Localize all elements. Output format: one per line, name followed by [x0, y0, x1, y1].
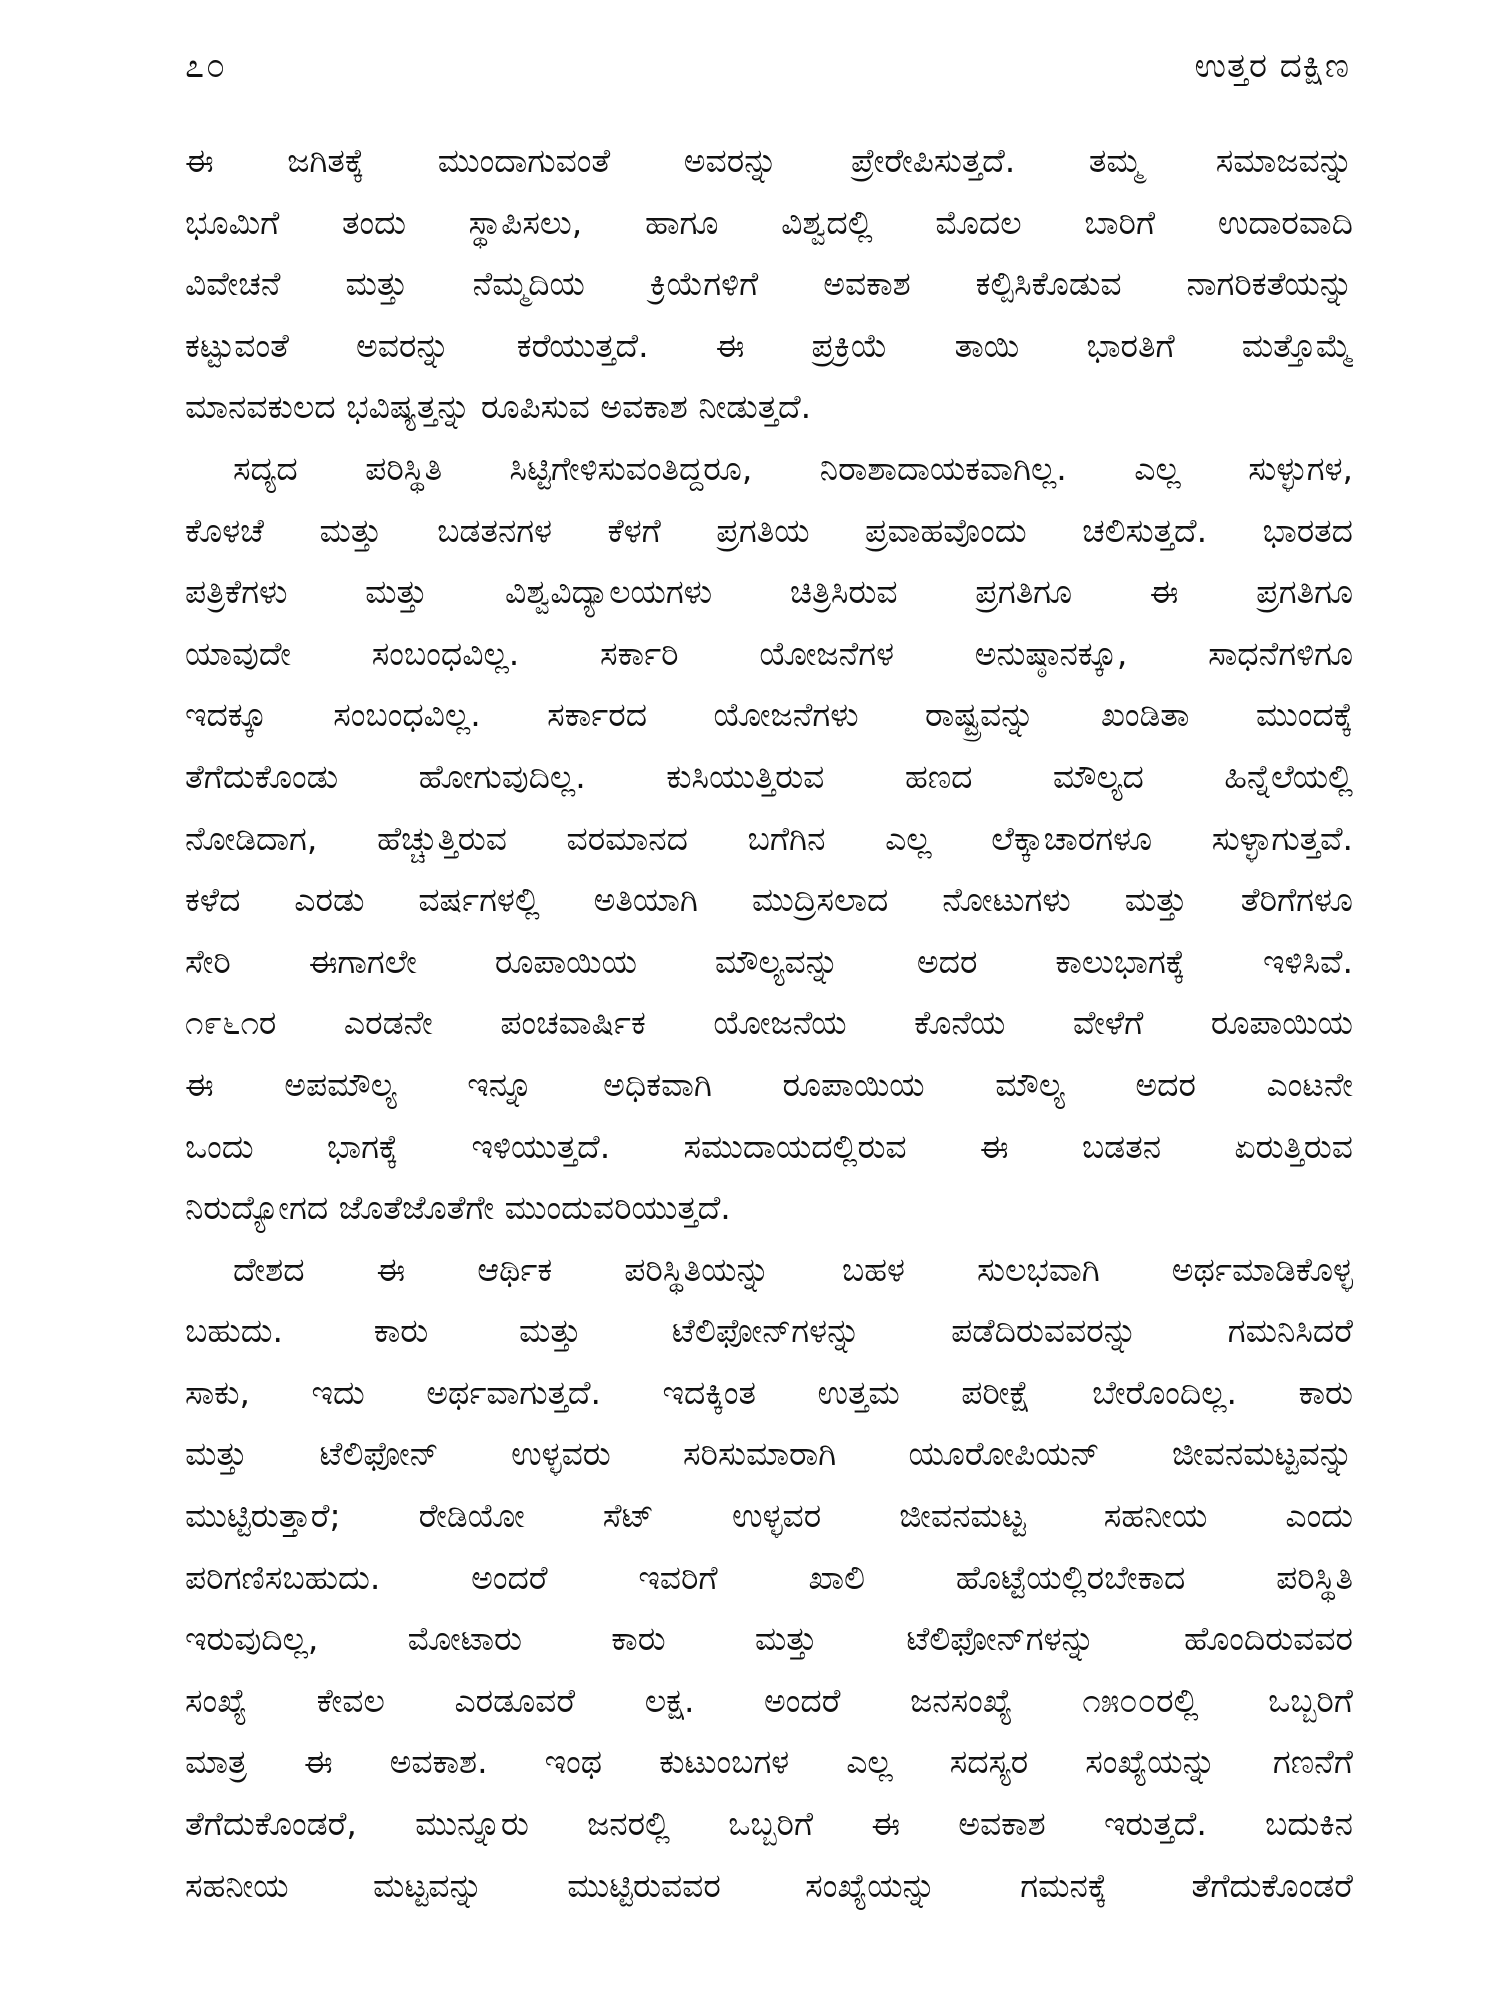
text-line: ಮಾನವಕುಲದ ಭವಿಷ್ಯತ್ತನ್ನು ರೂಪಿಸುವ ಅವಕಾಶ ನೀಡುತ್ತದೆ. — [185, 387, 812, 427]
paragraph-3 — [185, 1239, 1353, 1917]
text-line: ದೇಶದ ಈ ಆರ್ಥಿಕ ಪರಿಸ್ಥಿತಿಯನ್ನು ಬಹಳ ಸುಲಭವಾಗಿ ಅರ್ಥಮಾಡಿಕೊಳ್ಳ — [233, 1249, 1353, 1289]
page-number: ೭೦ — [185, 46, 228, 86]
text-line: ವಿವೇಚನೆ ಮತ್ತು ನೆಮ್ಮದಿಯ ಕ್ರಿಯೆಗಳಿಗೆ ಅವಕಾಶ ಕಲ್ಪಿಸಿಕೊಡುವ ನಾಗರಿಕತೆಯನ್ನು — [185, 264, 1353, 304]
text-line: ಈ ಅಪಮೌಲ್ಯ ಇನ್ನೂ ಅಧಿಕವಾಗಿ ರೂಪಾಯಿಯ ಮೌಲ್ಯ ಅದರ ಎಂಟನೇ — [185, 1064, 1353, 1104]
text-line: ಪರಿಗಣಿಸಬಹುದು. ಅಂದರೆ ಇವರಿಗೆ ಖಾಲಿ ಹೊಟ್ಟೆಯಲ್ಲಿರಬೇಕಾದ ಪರಿಸ್ಥಿತಿ — [185, 1557, 1353, 1597]
text-line: ಪತ್ರಿಕೆಗಳು ಮತ್ತು ವಿಶ್ವವಿದ್ಯಾಲಯಗಳು ಚಿತ್ರಿಸಿರುವ ಪ್ರಗತಿಗೂ ಈ ಪ್ರಗತಿಗೂ — [185, 572, 1353, 612]
running-title: ಉತ್ತರ ದಕ್ಷಿಣ — [1194, 46, 1350, 86]
text-line: ತೆಗೆದುಕೊಂಡರೆ, ಮುನ್ನೂರು ಜನರಲ್ಲಿ ಒಬ್ಬರಿಗೆ ಈ ಅವಕಾಶ ಇರುತ್ತದೆ. ಬದುಕಿನ — [185, 1804, 1353, 1844]
text-line: ಇದಕ್ಕೂ ಸಂಬಂಧವಿಲ್ಲ. ಸರ್ಕಾರದ ಯೋಜನೆಗಳು ರಾಷ್ಟ್ರವನ್ನು ಖಂಡಿತಾ ಮುಂದಕ್ಕೆ — [185, 695, 1353, 735]
text-line: ಮಾತ್ರ ಈ ಅವಕಾಶ. ಇಂಥ ಕುಟುಂಬಗಳ ಎಲ್ಲ ಸದಸ್ಯರ ಸಂಖ್ಯೆಯನ್ನು ಗಣನೆಗೆ — [185, 1742, 1353, 1782]
text-line: ತೆಗೆದುಕೊಂಡು ಹೋಗುವುದಿಲ್ಲ. ಕುಸಿಯುತ್ತಿರುವ ಹಣದ ಮೌಲ್ಯದ ಹಿನ್ನೆಲೆಯಲ್ಲಿ — [185, 756, 1353, 796]
text-line: ನೋಡಿದಾಗ, ಹೆಚ್ಚುತ್ತಿರುವ ವರಮಾನದ ಬಗೆಗಿನ ಎಲ್ಲ ಲೆಕ್ಕಾಚಾರಗಳೂ ಸುಳ್ಳಾಗುತ್ತವೆ. — [185, 818, 1353, 858]
text-line: ಭೂಮಿಗೆ ತಂದು ಸ್ಥಾಪಿಸಲು, ಹಾಗೂ ವಿಶ್ವದಲ್ಲಿ ಮೊದಲ ಬಾರಿಗೆ ಉದಾರವಾದಿ — [185, 202, 1353, 242]
page-header — [185, 36, 1350, 96]
paragraph-1 — [185, 130, 1353, 438]
text-line: ಸಾಕು, ಇದು ಅರ್ಥವಾಗುತ್ತದೆ. ಇದಕ್ಕಿಂತ ಉತ್ತಮ ಪರೀಕ್ಷೆ ಬೇರೊಂದಿಲ್ಲ. ಕಾರು — [185, 1372, 1353, 1412]
body-text — [185, 130, 1353, 1916]
paragraph-2 — [185, 438, 1353, 1239]
text-line: ಮುಟ್ಟಿರುತ್ತಾರೆ; ರೇಡಿಯೋ ಸೆಟ್ ಉಳ್ಳವರ ಜೀವನಮಟ್ಟ ಸಹನೀಯ ಎಂದು — [185, 1496, 1353, 1536]
text-line: ಸದ್ಯದ ಪರಿಸ್ಥಿತಿ ಸಿಟ್ಟಿಗೇಳಿಸುವಂತಿದ್ದರೂ, ನಿರಾಶಾದಾಯಕವಾಗಿಲ್ಲ. ಎಲ್ಲ ಸುಳ್ಳುಗಳ, — [233, 448, 1353, 488]
text-line: ಸೇರಿ ಈಗಾಗಲೇ ರೂಪಾಯಿಯ ಮೌಲ್ಯವನ್ನು ಅದರ ಕಾಲುಭಾಗಕ್ಕೆ ಇಳಿಸಿವೆ. — [185, 941, 1353, 981]
text-line: ಕೊಳಚೆ ಮತ್ತು ಬಡತನಗಳ ಕೆಳಗೆ ಪ್ರಗತಿಯ ಪ್ರವಾಹವೊಂದು ಚಲಿಸುತ್ತದೆ. ಭಾರತದ — [185, 510, 1353, 550]
text-line: ಕಟ್ಟುವಂತೆ ಅವರನ್ನು ಕರೆಯುತ್ತದೆ. ಈ ಪ್ರಕ್ರಿಯೆ ತಾಯಿ ಭಾರತಿಗೆ ಮತ್ತೊಮ್ಮೆ — [185, 325, 1353, 365]
text-line: ಇರುವುದಿಲ್ಲ, ಮೋಟಾರು ಕಾರು ಮತ್ತು ಟೆಲಿಫೋನ್‌ಗಳನ್ನು ಹೊಂದಿರುವವರ — [185, 1619, 1353, 1659]
text-line: ಒಂದು ಭಾಗಕ್ಕೆ ಇಳಿಯುತ್ತದೆ. ಸಮುದಾಯದಲ್ಲಿರುವ ಈ ಬಡತನ ಏರುತ್ತಿರುವ — [185, 1126, 1353, 1166]
text-line: ಬಹುದು. ಕಾರು ಮತ್ತು ಟೆಲಿಫೋನ್‌ಗಳನ್ನು ಪಡೆದಿರುವವರನ್ನು ಗಮನಿಸಿದರೆ — [185, 1311, 1353, 1351]
text-line: ಕಳೆದ ಎರಡು ವರ್ಷಗಳಲ್ಲಿ ಅತಿಯಾಗಿ ಮುದ್ರಿಸಲಾದ ನೋಟುಗಳು ಮತ್ತು ತೆರಿಗೆಗಳೂ — [185, 880, 1353, 920]
text-line: ೧೯೬೧ರ ಎರಡನೇ ಪಂಚವಾರ್ಷಿಕ ಯೋಜನೆಯ ಕೊನೆಯ ವೇಳೆಗೆ ರೂಪಾಯಿಯ — [185, 1003, 1353, 1043]
text-line: ಸಂಖ್ಯೆ ಕೇವಲ ಎರಡೂವರೆ ಲಕ್ಷ. ಅಂದರೆ ಜನಸಂಖ್ಯೆ ೧೫೦೦ರಲ್ಲಿ ಒಬ್ಬರಿಗೆ — [185, 1680, 1353, 1720]
text-line: ಯಾವುದೇ ಸಂಬಂಧವಿಲ್ಲ. ಸರ್ಕಾರಿ ಯೋಜನೆಗಳ ಅನುಷ್ಠಾನಕ್ಕೂ, ಸಾಧನೆಗಳಿಗೂ — [185, 633, 1353, 673]
text-line: ಈ ಜಗಿತಕ್ಕೆ ಮುಂದಾಗುವಂತೆ ಅವರನ್ನು ಪ್ರೇರೇಪಿಸುತ್ತದೆ. ತಮ್ಮ ಸಮಾಜವನ್ನು — [185, 141, 1353, 180]
text-line: ಸಹನೀಯ ಮಟ್ಟವನ್ನು ಮುಟ್ಟಿರುವವರ ಸಂಖ್ಯೆಯನ್ನು ಗಮನಕ್ಕೆ ತೆಗೆದುಕೊಂಡರೆ — [185, 1865, 1353, 1905]
text-line: ನಿರುದ್ಯೋಗದ ಜೊತೆಜೊತೆಗೇ ಮುಂದುವರಿಯುತ್ತದೆ. — [185, 1188, 731, 1228]
text-line: ಮತ್ತು ಟೆಲಿಫೋನ್ ಉಳ್ಳವರು ಸರಿಸುಮಾರಾಗಿ ಯೂರೋಪಿಯನ್ ಜೀವನಮಟ್ಟವನ್ನು — [185, 1434, 1353, 1474]
